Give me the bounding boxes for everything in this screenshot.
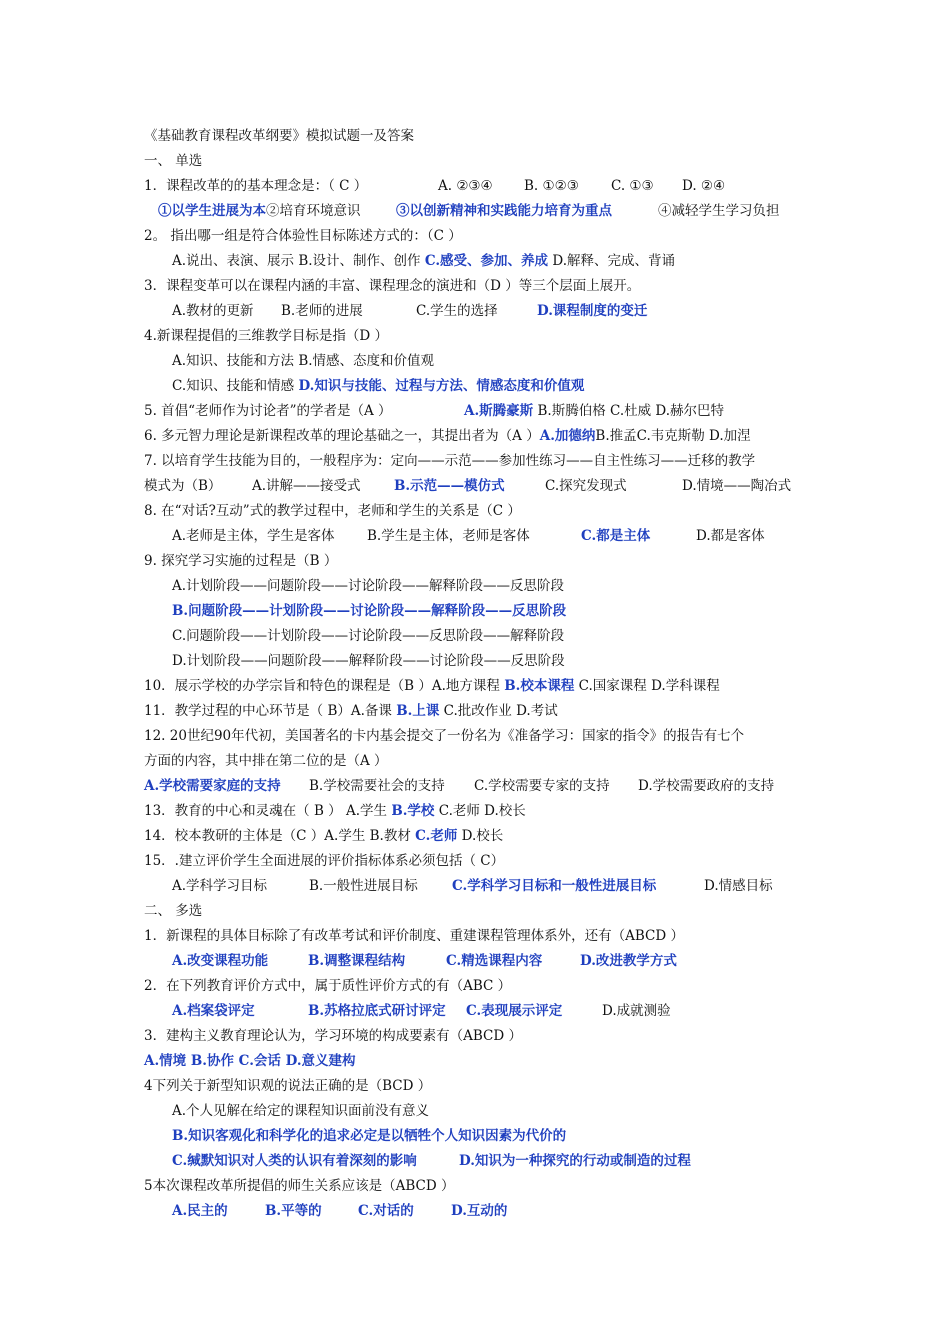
multi-question-4-options-cd: C.缄默知识对人类的认识有着深刻的影响 D.知识为一种探究的行动或制造的过程 (172, 1153, 691, 1169)
question-8: 8. 在“对话?互动”式的教学过程中，老师和学生的关系是（C ） (144, 503, 521, 519)
question-7-options: 模式为（B） A.讲解——接受式 B.示范——模仿式 C.探究发现式 D.情境——陶冶式 (144, 478, 792, 494)
question-7: 7. 以培育学生技能为目的，一般程序为：定向——示范——参加性练习——自主性练习——迁移的教学 (144, 453, 756, 469)
question-9: 9. 探究学习实施的过程是（B ） (144, 553, 338, 569)
question-12-options: A.学校需要家庭的支持 B.学校需要社会的支持 C.学校需要专家的支持 D.学校需要政府的支持 (144, 778, 775, 794)
question-1-statements: ①以学生进展为本②培育环境意识 ③以创新精神和实践能力培育为重点 ④减轻学生学习负担 (158, 203, 780, 219)
question-4: 4.新课程提倡的三维教学目标是指（D ） (144, 328, 388, 344)
multi-question-5-options: A.民主的 B.平等的 C.对话的 D.互动的 (172, 1203, 508, 1219)
question-9-option-a: A.计划阶段——问题阶段——讨论阶段——解释阶段——反思阶段 (172, 578, 565, 594)
question-9-option-d: D.计划阶段——问题阶段——解释阶段——讨论阶段——反思阶段 (172, 653, 565, 669)
question-2-options: A.说出、表演、展示 B.设计、制作、创作 C.感受、参加、养成 D.解释、完成、背诵 (172, 253, 675, 269)
document-title: 《基础教育课程改革纲要》模拟试题一及答案 (144, 128, 414, 144)
multi-question-2-options: A.档案袋评定 B.苏格拉底式研讨评定 C.表现展示评定 D.成就测验 (172, 1003, 671, 1019)
multi-question-4-option-b: B.知识客观化和科学化的追求必定是以牺牲个人知识因素为代价的 (172, 1128, 567, 1144)
question-15: 15．.建立评价学生全面进展的评价指标体系必须包括（ C） (144, 853, 505, 869)
question-11: 11．教学过程的中心环节是（ B）A.备课 B.上课 C.批改作业 D.考试 (144, 703, 558, 719)
question-15-options: A.学科学习目标 B.一般性进展目标 C.学科学习目标和一般性进展目标 D.情感目标 (172, 878, 773, 894)
question-13: 13．教育的中心和灵魂在（ B ） A.学生 B.学校 C.老师 D.校长 (144, 803, 526, 819)
question-2: 2。 指出哪一组是符合体验性目标陈述方式的：（C ） (144, 228, 462, 244)
question-4-options-ab: A.知识、技能和方法 B.情感、态度和价值观 (172, 353, 435, 369)
question-6: 6. 多元智力理论是新课程改革的理论基础之一，其提出者为（A ）A.加德纳B.推孟C.韦克斯勒 D.加涅 (144, 428, 751, 444)
multi-question-1: 1．新课程的具体目标除了有改革考试和评价制度、重建课程管理体系外，还有（ABCD ） (144, 928, 684, 944)
question-3-options: A.教材的更新 B.老师的进展 C.学生的选择 D.课程制度的变迁 (172, 303, 648, 319)
multi-question-3: 3．建构主义教育理论认为，学习环境的构成要素有（ABCD ） (144, 1028, 522, 1044)
multi-question-5: 5本次课程改革所提倡的师生关系应该是（ABCD ） (144, 1178, 455, 1194)
question-4-options-cd: C.知识、技能和情感 D.知识与技能、过程与方法、情感态度和价值观 (172, 378, 585, 394)
question-5: 5. 首倡“老师作为讨论者”的学者是（A ） A.斯腾豪斯 B.斯腾伯格 C.杜威 D.赫尔巴特 (144, 403, 725, 419)
question-12: 12. 20世纪90年代初，美国著名的卡内基会提交了一份名为《准备学习：国家的指令》的报告有七个 (144, 728, 745, 744)
question-9-option-c: C.问题阶段——计划阶段——讨论阶段——反思阶段——解释阶段 (172, 628, 565, 644)
question-9-option-b: B.问题阶段——计划阶段——讨论阶段——解释阶段——反思阶段 (172, 603, 567, 619)
question-1: 1．课程改革的的基本理念是：（ C ） A. ②③④ B. ①②③ C. ①③ D. ②④ (144, 178, 726, 194)
section-heading-multiple: 二、 多选 (144, 903, 203, 919)
question-3: 3．课程变革可以在课程内涵的丰富、课程理念的演进和（D ）等三个层面上展开。 (144, 278, 641, 294)
question-12-cont: 方面的内容，其中排在第二位的是（A ） (144, 753, 388, 769)
question-10: 10．展示学校的办学宗旨和特色的课程是（B ）A.地方课程 B.校本课程 C.国家课程 D.学科课程 (144, 678, 720, 694)
multi-question-3-options: A.情境 B.协作 C.会话 D.意义建构 (144, 1053, 356, 1069)
question-14: 14．校本教研的主体是（C ）A.学生 B.教材 C.老师 D.校长 (144, 828, 504, 844)
section-heading-single: 一、 单选 (144, 153, 203, 169)
multi-question-4-option-a: A.个人见解在给定的课程知识面前没有意义 (172, 1103, 430, 1119)
multi-question-4: 4下列关于新型知识观的说法正确的是（BCD ） (144, 1078, 432, 1094)
multi-question-1-options: A.改变课程功能 B.调整课程结构 C.精选课程内容 D.改进教学方式 (172, 953, 677, 969)
question-8-options: A.老师是主体，学生是客体 B.学生是主体，老师是客体 C.都是主体 D.都是客体 (172, 528, 765, 544)
multi-question-2: 2．在下列教育评价方式中，属于质性评价方式的有（ABC ） (144, 978, 512, 994)
